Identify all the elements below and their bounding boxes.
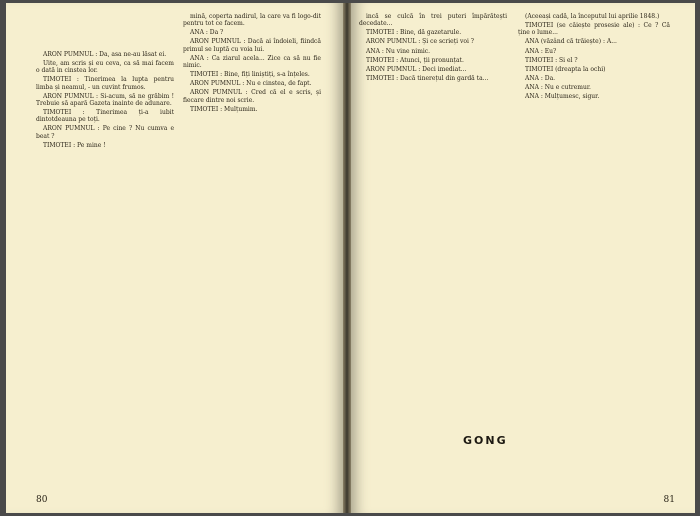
paragraph: ANA : Da. [525,75,556,83]
paragraph: mină, coperta nadirul, la care va fi logo-dit pentru tot ce facem. [183,13,321,28]
paragraph: (Aceeași cadă, la începutul lui aprilie 1848.) [525,13,660,20]
play-title: GONG [463,434,508,447]
paragraph: incă se culcă în trei puteri împărătești decedate... [359,13,507,28]
paragraph: ARON PUMNUL : Pe cine ? Nu cumva e beat ? [36,125,174,140]
paragraph: TIMOTEI (se căiește prosesie ale) : Ce ? Că ține o lume... [518,22,670,37]
paragraph: ANA : Eu? [525,47,557,55]
paragraph: ARON PUMNUL : Nu e cinstea, de fapt. [190,80,312,88]
paragraph: ANA : Ca ziarul acela... Zice ca să nu fie nimic. [183,54,321,69]
paragraph: TIMOTEI : Mulțumim. [190,105,258,113]
left-column-2 [183,11,321,113]
left-page-number: 80 [36,495,48,505]
book-gutter [343,3,351,513]
paragraph: ARON PUMNUL : Dacă ai îndoieli, fiindcă primul se luptă cu voia lui. [183,38,321,53]
paragraph: TIMOTEI : Bine, dă gazetarule. [366,29,462,37]
paragraph: TIMOTEI : Tinerimea la lupta pentru limba și neamul, - un cuvint frumos. [36,76,174,91]
paragraph: TIMOTEI : Bine, fiți liniștiți, s-a înțeles. [190,71,310,79]
paragraph: TIMOTEI (dreapta la ochi) [525,65,606,73]
paragraph: ARON PUMNUL : Deci imediat... [366,65,467,73]
right-column-2 [518,11,670,101]
paragraph: ARON PUMNUL : Si-acum, să ne grăbim ! Trebuie să apară Gazeta inainte de adunare. [36,92,174,107]
paragraph: TIMOTEI : Si el ? [525,56,578,64]
right-column-1 [359,11,507,82]
paragraph: ANA : Nu vine nimic. [366,47,431,55]
paragraph: ANA (văzând că trăiește) : A... [525,38,617,46]
paragraph: ANA : Mulțumesc, sigur. [525,93,600,101]
paragraph: ARON PUMNUL : Cred că el e scris, și fiecare dintre noi scrie. [183,89,321,104]
paragraph: ANA : Da ? [190,29,224,37]
right-page [351,3,695,513]
right-page-number: 81 [663,495,675,505]
left-page [6,3,343,513]
paragraph: ANA : Nu e cutremur. [525,84,591,92]
paragraph: ARON PUMNUL : Și ce scrieți voi ? [366,38,474,46]
paragraph: TIMOTEI : Atunci, ții pronunțat. [366,56,464,64]
paragraph: TIMOTEI : Dacă tinerețul din gardă ta... [366,75,489,83]
left-column-1 [36,49,174,149]
paragraph: TIMOTEI : Tinerimea ți-a iubit dintotdeauna pe toți. [36,109,174,124]
paragraph: ARON PUMNUL : Da, asa ne-au lăsat ei. [43,51,167,58]
paragraph: TIMOTEI : Pe mine ! [43,141,106,149]
paragraph: Uite, am scris și eu ceva, ca să mai facem o dată in cinstea lor. [36,60,174,75]
